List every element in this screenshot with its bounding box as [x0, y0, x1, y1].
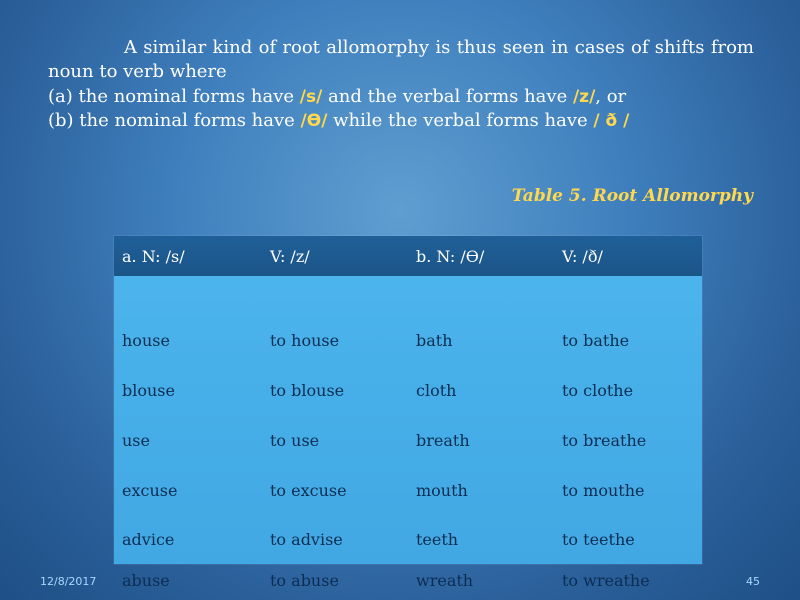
table-row: [114, 527, 702, 551]
line-b-prefix: (b) the nominal forms have: [48, 109, 301, 131]
line-b-symbol-1: /Ө/: [300, 110, 328, 131]
table-cell: house: [122, 330, 170, 350]
table-row: [114, 478, 702, 502]
table-cell: excuse: [122, 480, 178, 500]
table-cell: wreath: [416, 570, 474, 590]
table-cell: to breathe: [562, 430, 647, 450]
table-cell: bath: [416, 330, 453, 350]
line-a-suffix: , or: [595, 85, 627, 107]
table-cell: cloth: [416, 380, 457, 400]
footer-date: 12/8/2017: [40, 575, 97, 588]
line-b-middle: while the verbal forms have: [327, 109, 594, 131]
line-b-symbol-2: / ð /: [593, 110, 630, 131]
table-caption: Table 5. Root Allomorphy: [511, 186, 753, 206]
table-row: [114, 328, 702, 352]
table-cell: to clothe: [562, 380, 634, 400]
table-cell: to excuse: [270, 480, 347, 500]
table-row: [114, 428, 702, 452]
table-body: [114, 276, 702, 590]
table-row: [114, 568, 702, 592]
table-cell: to use: [270, 430, 320, 450]
table-cell: breath: [416, 430, 470, 450]
table-cell: advice: [122, 529, 175, 549]
table-cell: to blouse: [270, 380, 345, 400]
table-cell: abuse: [122, 570, 170, 590]
table-cell: to house: [270, 330, 340, 350]
header-cell: V: /ð/: [562, 246, 603, 266]
slide-body: [48, 36, 754, 133]
header-cell: a. N: /s/: [122, 246, 185, 266]
table-cell: to abuse: [270, 570, 339, 590]
table-cell: to wreathe: [562, 570, 650, 590]
header-cell: b. N: /Ө/: [416, 246, 485, 266]
line-b: [48, 109, 754, 133]
table-cell: mouth: [416, 480, 468, 500]
table-cell: teeth: [416, 529, 459, 549]
intro-paragraph: A similar kind of root allomorphy is thus seen in cases of shifts from noun to verb where: [48, 37, 754, 83]
line-a-symbol-1: /s/: [299, 86, 323, 107]
root-allomorphy-table: [114, 236, 702, 590]
table-header: [114, 236, 702, 276]
header-cell: V: /z/: [270, 246, 310, 266]
table-cell: blouse: [122, 380, 175, 400]
line-a-prefix: (a) the nominal forms have: [48, 85, 300, 107]
table-cell: to advise: [270, 529, 343, 549]
line-a-symbol-2: /z/: [572, 86, 596, 107]
table-cell: to bathe: [562, 330, 630, 350]
table-cell: to mouthe: [562, 480, 645, 500]
page-number: 45: [746, 575, 760, 588]
line-a-middle: and the verbal forms have: [322, 85, 573, 107]
line-a: [48, 85, 754, 109]
table-row: [114, 378, 702, 402]
table-cell: to teethe: [562, 529, 635, 549]
table-cell: use: [122, 430, 150, 450]
